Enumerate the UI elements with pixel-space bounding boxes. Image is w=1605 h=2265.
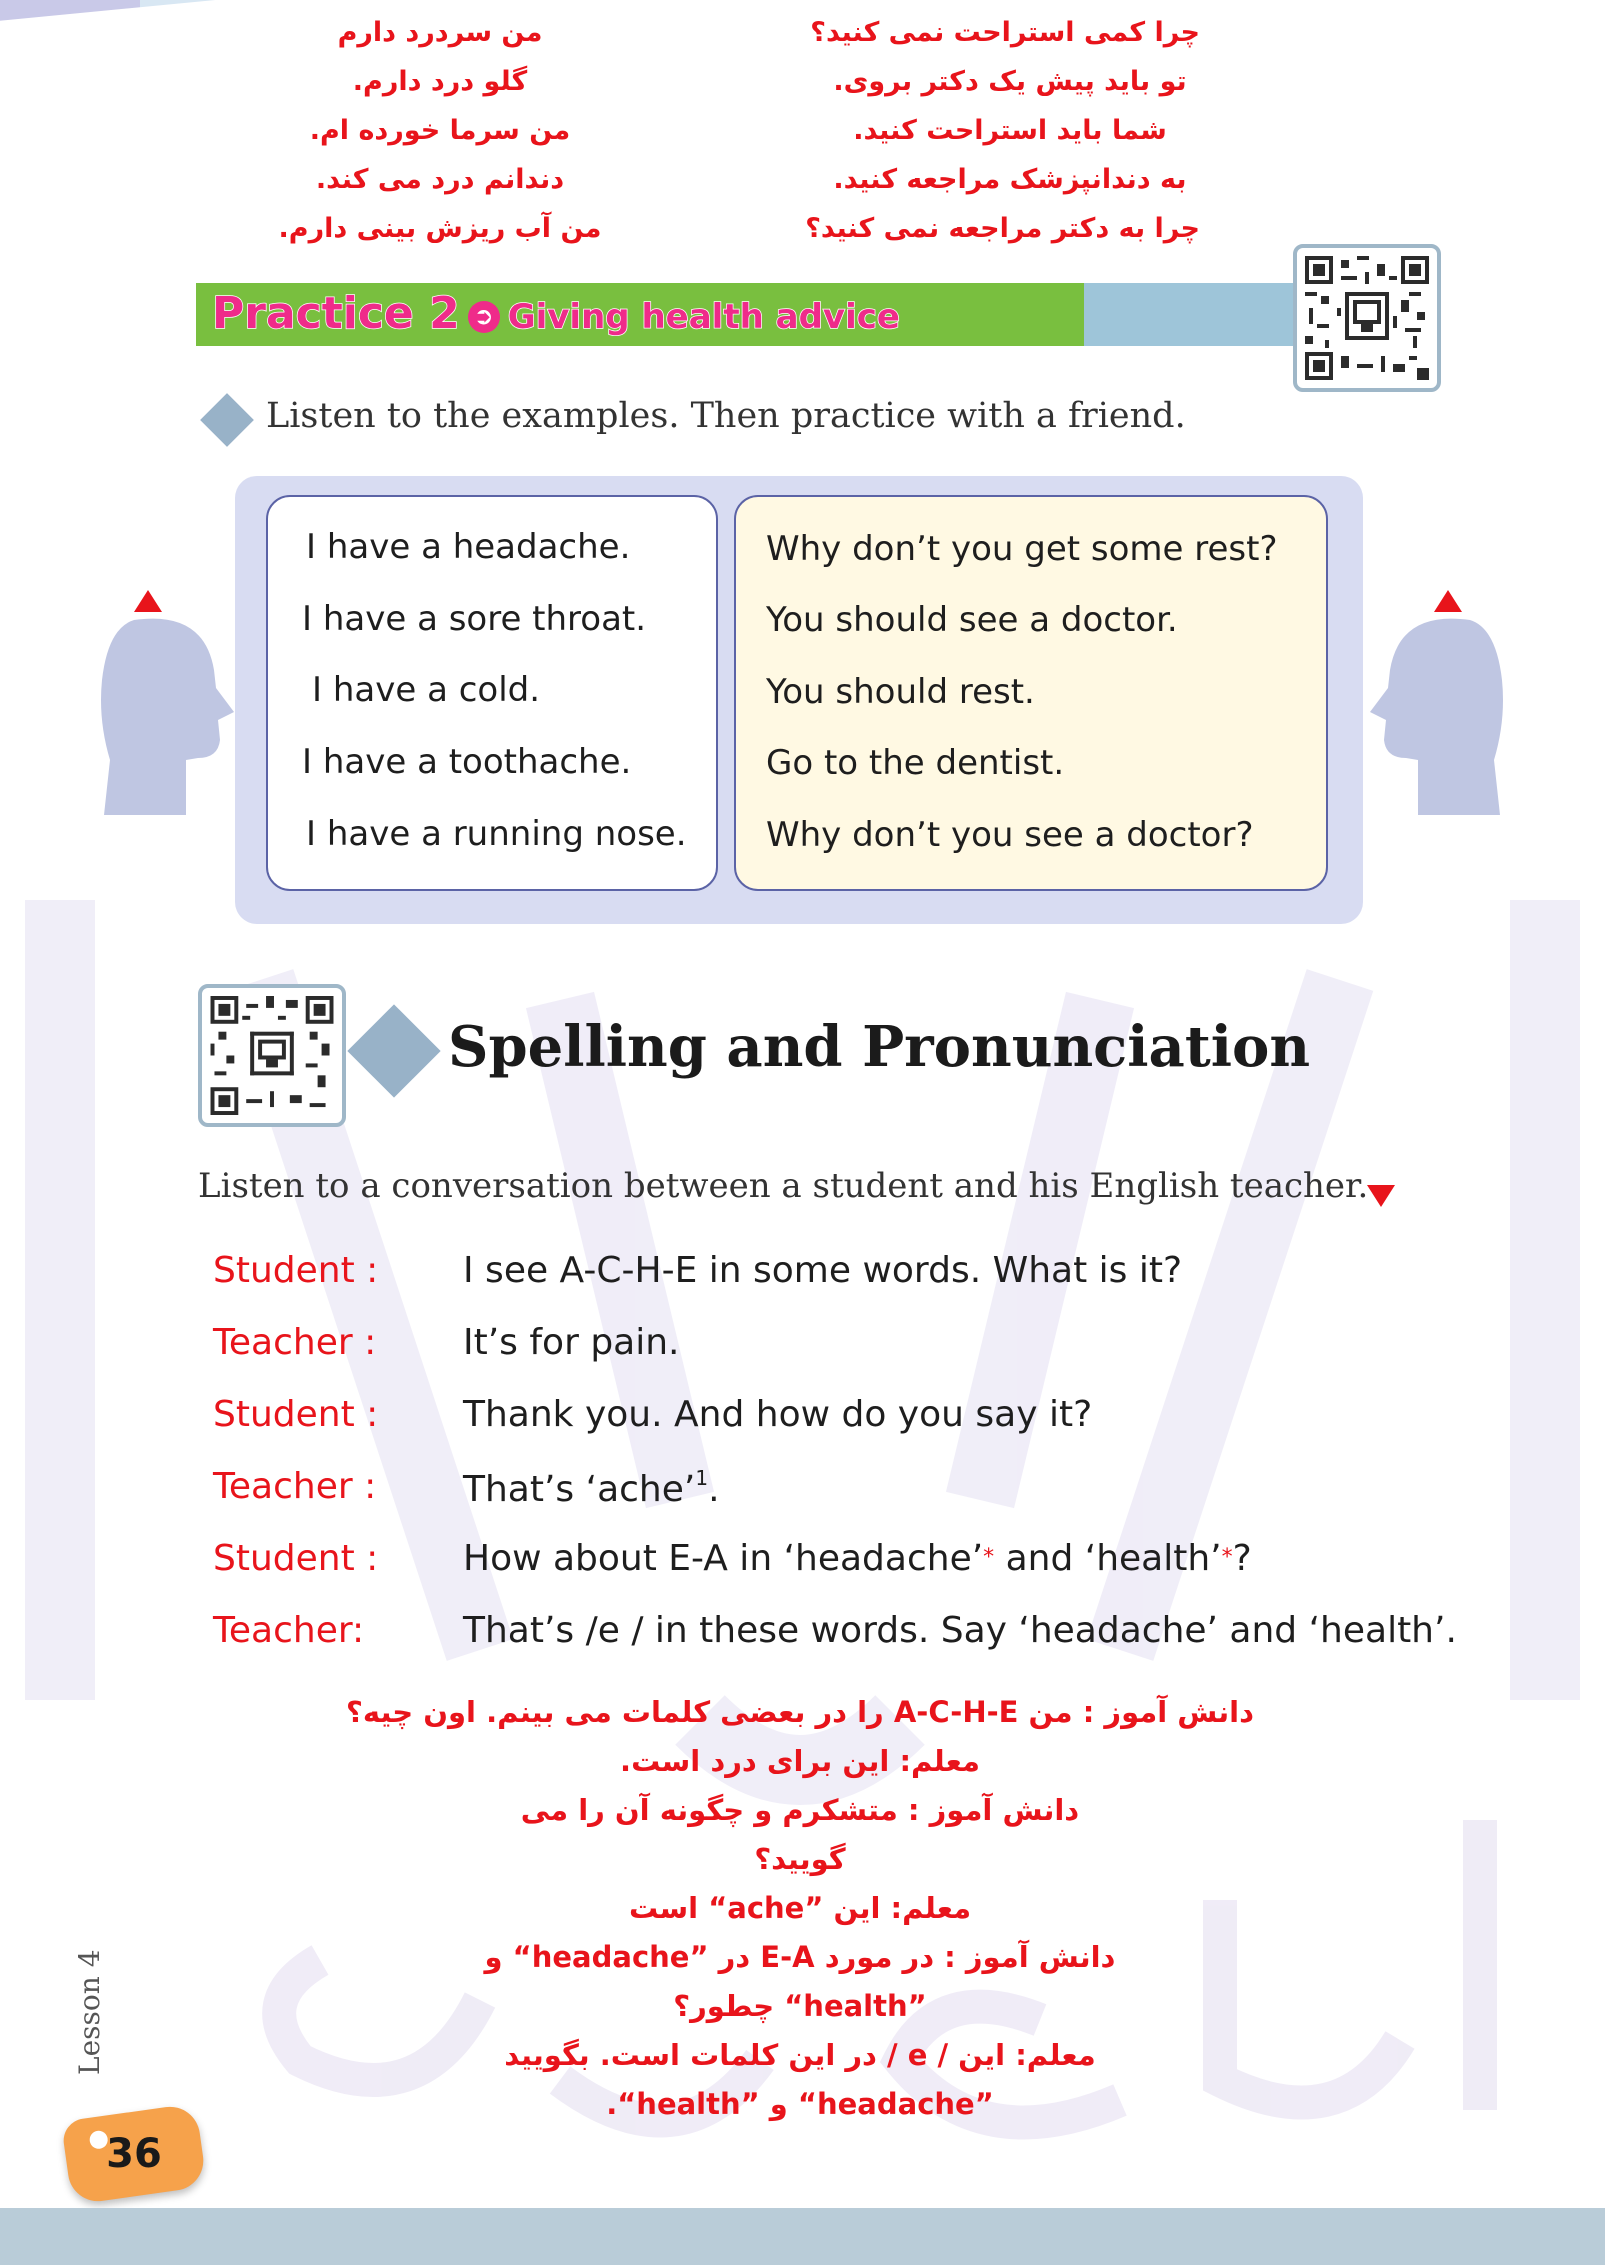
utterance: That’s /e / in these words. Say ‘headache’ and ‘health’. <box>463 1610 1457 1651</box>
spelling-instruction: Listen to a conversation between a student and his English teacher. <box>198 1166 1369 1206</box>
speaker-label: Teacher : <box>213 1466 377 1507</box>
qr-code-icon[interactable] <box>198 984 346 1127</box>
audio-marker-icon <box>1367 1185 1395 1207</box>
advice-card <box>734 495 1328 891</box>
utterance: Thank you. And how do you say it? <box>463 1394 1093 1435</box>
persian-line: من سرما خورده ام. <box>309 115 571 146</box>
persian-line: به دندانپزشک مراجعه کنید. <box>833 164 1187 195</box>
persian-dialog-translation <box>320 1688 1280 2129</box>
dialog-line <box>213 1538 1513 1598</box>
speaker-label: Teacher : <box>213 1322 377 1363</box>
speaker-head-left-icon <box>94 600 244 820</box>
problem-line: I have a headache. <box>306 527 631 567</box>
practice-number: Practice 2 <box>212 288 460 339</box>
page-number: 36 <box>106 2131 162 2177</box>
speaker-label: Teacher: <box>213 1610 365 1651</box>
problem-line: I have a running nose. <box>306 814 687 854</box>
practice-subtitle: Giving health advice <box>507 297 900 337</box>
star-marker: * <box>1221 1545 1233 1570</box>
qr-code-icon[interactable] <box>1293 244 1441 392</box>
utterance-text: That’s ‘ache’ <box>463 1469 696 1510</box>
utterance-text: . <box>708 1469 720 1510</box>
persian-line: ”headache“ و ”health“. <box>606 2087 994 2121</box>
practice-title <box>212 287 900 344</box>
advice-line: You should see a doctor. <box>766 600 1178 640</box>
persian-line: دندانم درد می کند. <box>315 164 565 195</box>
problem-line: I have a cold. <box>312 670 541 710</box>
dialog-line <box>213 1394 1513 1454</box>
utterance-text: How about E-A in ‘headache’ <box>463 1538 984 1579</box>
persian-line: شما باید استراحت کنید. <box>853 115 1167 146</box>
persian-advice-translation <box>805 8 1200 253</box>
audio-marker-icon <box>134 590 162 612</box>
qr-pattern <box>1305 256 1429 380</box>
persian-line: چرا به دکتر مراجعه نمی کنید؟ <box>805 213 1200 244</box>
persian-line: چرا کمی استراحت نمی کنید؟ <box>810 17 1200 48</box>
bottom-band <box>0 2208 1605 2265</box>
persian-line: دانش آموز : در مورد E-A در ”headache“ و <box>484 1940 1116 1974</box>
dialog-line <box>213 1466 1513 1526</box>
persian-line: دانش آموز : من A-C-H-E را در بعضی کلمات می بینم. اون چیه؟ <box>346 1695 1254 1729</box>
speaker-head-right-icon <box>1360 600 1510 820</box>
speaker-label: Student : <box>213 1538 379 1579</box>
utterance-text: and ‘health’ <box>994 1538 1222 1579</box>
utterance <box>463 1466 720 1510</box>
advice-line: Why don’t you get some rest? <box>766 529 1278 569</box>
persian-line: گویید؟ <box>754 1842 846 1876</box>
persian-line: تو باید پیش یک دکتر بروی. <box>833 66 1187 97</box>
diamond-bullet-icon <box>200 393 254 447</box>
persian-problems-translation <box>270 8 610 253</box>
arrow-circle-icon: ➲ <box>468 301 500 333</box>
advice-line: You should rest. <box>766 672 1035 712</box>
utterance <box>463 1538 1252 1579</box>
qr-pattern <box>210 996 334 1115</box>
utterance: It’s for pain. <box>463 1322 680 1363</box>
advice-line: Why don’t you see a doctor? <box>766 815 1254 855</box>
diamond-bullet-icon <box>347 1004 440 1097</box>
persian-line: معلم: این برای درد است. <box>620 1744 980 1778</box>
problems-card <box>266 495 718 891</box>
dialog-line <box>213 1250 1513 1310</box>
practice-instruction: Listen to the examples. Then practice with a friend. <box>266 396 1186 436</box>
problem-line: I have a toothache. <box>302 742 632 782</box>
section-title: Spelling and Pronunciation <box>448 1014 1311 1080</box>
speaker-label: Student : <box>213 1394 379 1435</box>
dialog-line <box>213 1610 1513 1670</box>
star-marker: * <box>983 1545 995 1570</box>
problem-line: I have a sore throat. <box>302 599 647 639</box>
speaker-label: Student : <box>213 1250 379 1291</box>
utterance-text: ? <box>1232 1538 1252 1579</box>
practice-header-bar <box>196 283 1306 346</box>
persian-line: ”health“ چطور؟ <box>673 1989 927 2023</box>
persian-line: معلم: این ”ache“ است <box>628 1891 972 1925</box>
advice-line: Go to the dentist. <box>766 743 1065 783</box>
persian-line: من سردرد دارم <box>337 17 543 48</box>
dialog-line <box>213 1322 1513 1382</box>
utterance: I see A-C-H-E in some words. What is it? <box>463 1250 1183 1291</box>
persian-line: گلو درد دارم. <box>352 66 528 97</box>
persian-line: من آب ریزش بینی دارم. <box>278 213 602 244</box>
page-number-badge <box>61 2103 207 2205</box>
persian-line: معلم: این / e / در این کلمات است. بگویید <box>504 2038 1096 2072</box>
footnote-marker: 1 <box>695 1466 709 1490</box>
audio-marker-icon <box>1434 590 1462 612</box>
persian-line: دانش آموز : متشکرم و چگونه آن را می <box>520 1793 1080 1827</box>
lesson-label: Lesson 4 <box>73 1949 106 2075</box>
